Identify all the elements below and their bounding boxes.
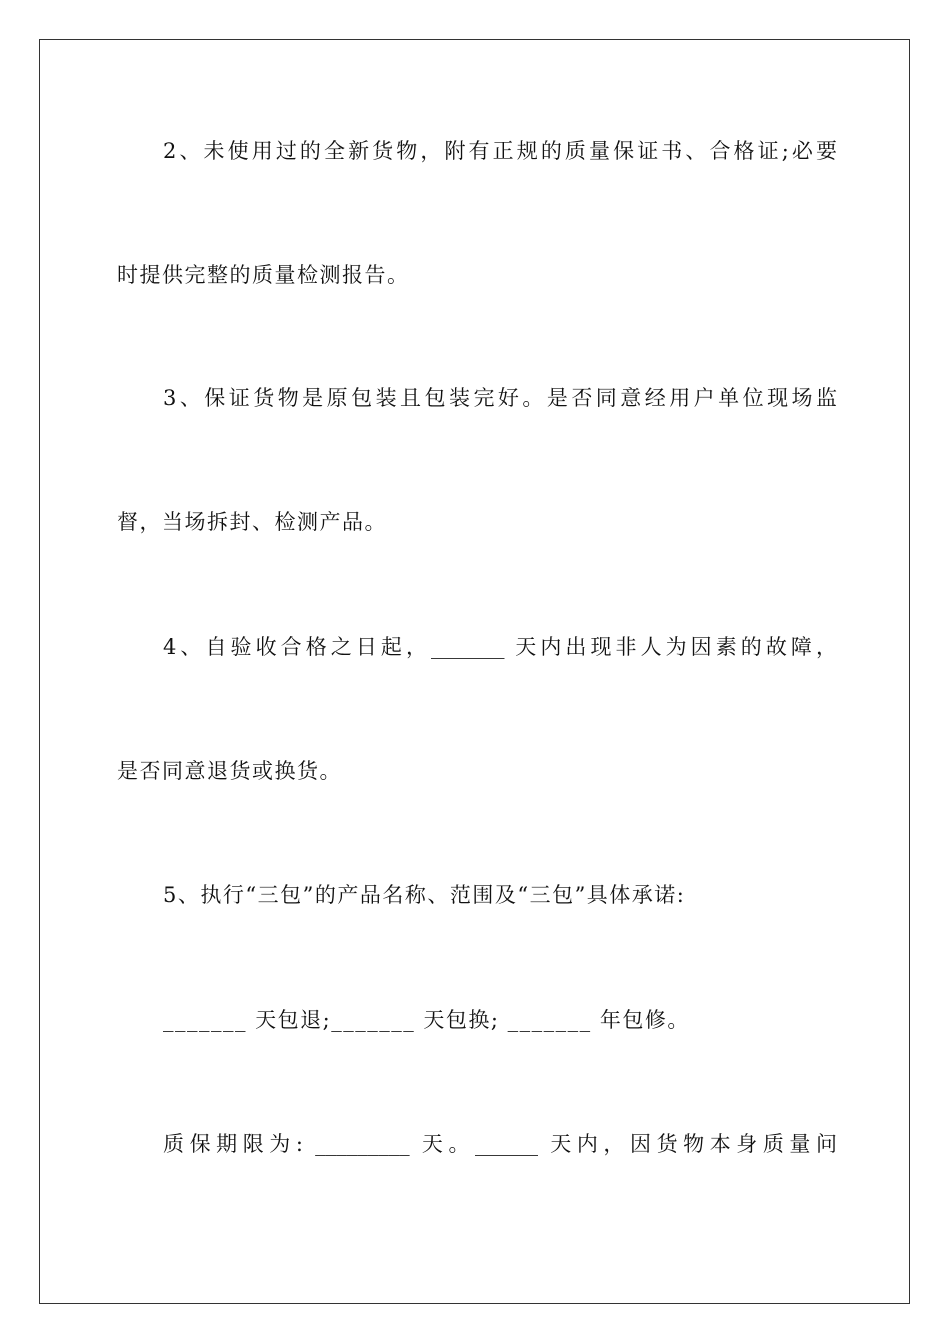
paragraph-3-line-1: 3、保证货物是原包装且包装完好。是否同意经用户单位现场监 — [163, 386, 837, 410]
paragraph-2-line-1: 2、未使用过的全新货物，附有正规的质量保证书、合格证;必要 — [163, 139, 837, 163]
warranty-period-line: 质保期限为: _________ 天。______ 天内，因货物本身质量问 — [163, 1132, 837, 1156]
paragraph-2-line-2: 时提供完整的质量检测报告。 — [117, 263, 410, 287]
paragraph-4-line-1: 4、自验收合格之日起，_______ 天内出现非人为因素的故障， — [163, 635, 837, 659]
page-frame — [39, 39, 910, 1304]
paragraph-4-line-2: 是否同意退货或换货。 — [117, 759, 342, 783]
paragraph-3-line-2: 督，当场拆封、检测产品。 — [117, 510, 387, 534]
three-guarantees-terms: _______ 天包退;_______ 天包换; _______ 年包修。 — [163, 1008, 690, 1032]
paragraph-5-line-1: 5、执行“三包”的产品名称、范围及“三包”具体承诺: — [163, 883, 686, 907]
